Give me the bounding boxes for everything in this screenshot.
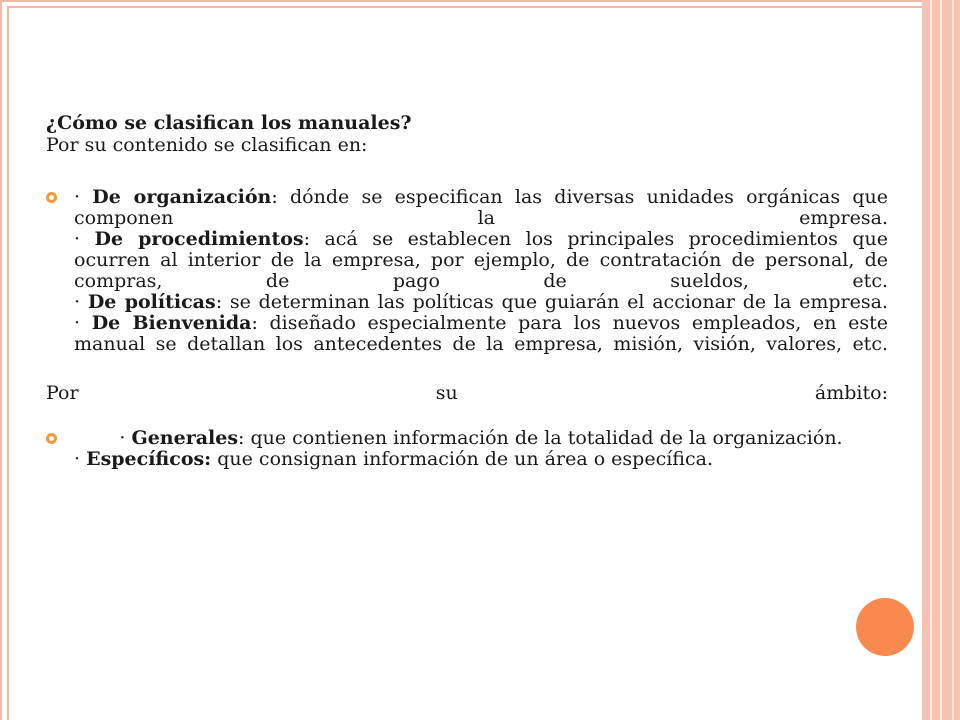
list-item: · De organización: dónde se especifican las diversas unidades orgánicas que componen la empresa. <box>74 186 888 229</box>
list-item: · Generales: que contienen información de la totalidad de la organización. <box>119 427 843 449</box>
item-term: De Bienvenida <box>91 312 252 334</box>
item-term: Específicos: <box>86 448 212 470</box>
scope-heading: Por su ámbito: <box>46 382 888 404</box>
slide-content <box>46 112 888 470</box>
content-bullet <box>46 187 888 355</box>
scope-bullet <box>46 428 888 470</box>
decorative-circle <box>856 598 914 656</box>
item-term: Generales <box>131 427 239 449</box>
list-item: · Específicos: que consignan información de un área o específica. <box>74 448 713 470</box>
list-item: · De políticas: se determinan las políticas que guiarán el accionar de la empresa. <box>74 291 888 313</box>
bullet-icon <box>46 192 57 203</box>
slide-subtitle: Por su contenido se clasifican en: <box>46 134 368 156</box>
band-stripe <box>940 0 942 720</box>
bullet-icon <box>46 433 57 444</box>
item-term: De políticas <box>87 291 216 313</box>
band-stripe <box>952 0 954 720</box>
right-decorative-band <box>922 0 960 720</box>
item-term: De organización <box>92 186 272 208</box>
item-term: De procedimientos <box>94 228 304 250</box>
band-stripe <box>930 0 932 720</box>
slide-title: ¿Cómo se clasifican los manuales? <box>46 112 412 134</box>
list-item: · De procedimientos: acá se establecen los principales procedimientos que ocurren al interior de la empresa, por ejemplo, de contratación de personal, de compras, de pago de sueldos, etc. <box>74 228 888 292</box>
list-item: · De Bienvenida: diseñado especialmente para los nuevos empleados, en este manual se detallan los antecedentes de la empresa, misión, visión, valores, etc. <box>74 312 888 355</box>
